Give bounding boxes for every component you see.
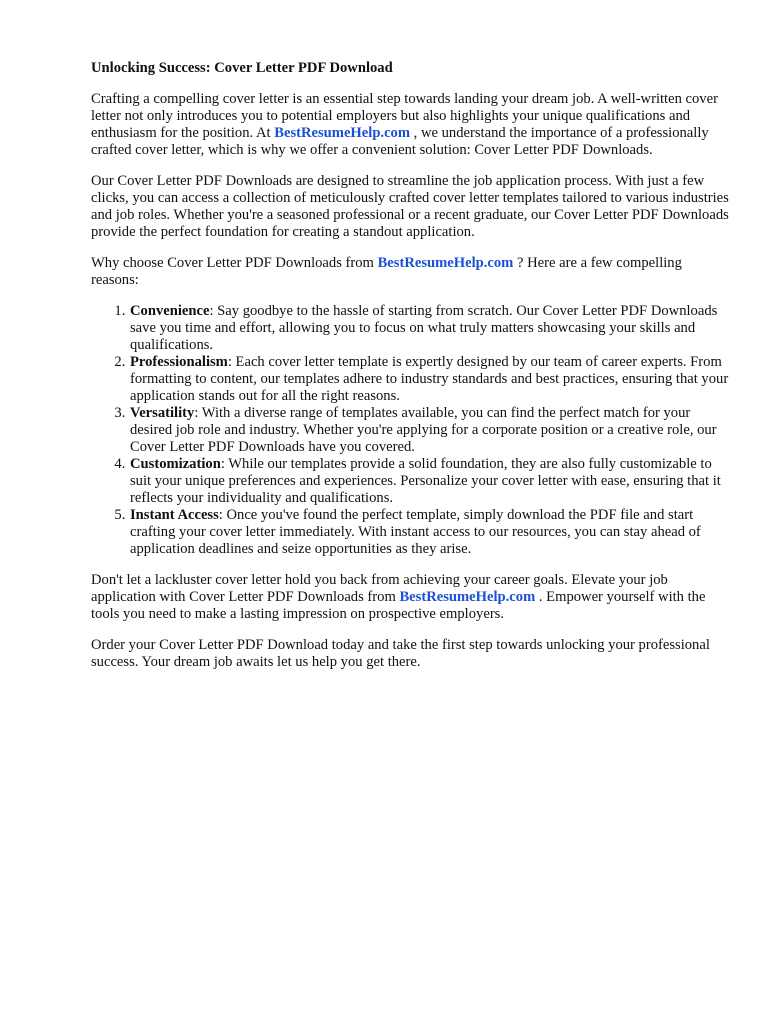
- reason-term: Instant Access: [130, 507, 219, 523]
- reason-text: : With a diverse range of templates available, you can find the perfect match for your desired job role and industry. Whether you're applying for a corporate position or a creative role, our Cover Letter PDF Downloads have you covered.: [130, 405, 717, 455]
- second-paragraph: Our Cover Letter PDF Downloads are designed to streamline the job application process. With just a few clicks, you can access a collection of meticulously crafted cover letter templates tailored to various industries and job roles. Whether you're a seasoned professional or a recent graduate, our Cover Letter PDF Downloads provide the perfect foundation for creating a standout application.: [91, 173, 729, 240]
- reason-term: Customization: [130, 456, 221, 472]
- why-paragraph: [91, 255, 731, 289]
- intro-text-after-link: , we understand the importance of a professionally crafted cover letter, which is why we offer a convenient solution: Cover Letter PDF Downloads.: [91, 125, 709, 158]
- reasons-list: [91, 303, 731, 558]
- list-item: [129, 507, 731, 558]
- closing-paragraph: [91, 572, 731, 623]
- closing-text-before-link: Don't let a lackluster cover letter hold you back from achieving your career goals. Elevate your job application with Cover Letter PDF Downloads from: [91, 572, 668, 605]
- final-paragraph: Order your Cover Letter PDF Download today and take the first step towards unlocking your professional success. Your dream job awaits let us help you get there.: [91, 637, 710, 670]
- intro-paragraph: [91, 91, 731, 159]
- list-item: [129, 405, 731, 456]
- bestresumehelp-link[interactable]: BestResumeHelp.com: [274, 125, 411, 141]
- document-title: Unlocking Success: Cover Letter PDF Download: [91, 60, 393, 76]
- document-page: [91, 60, 731, 685]
- reason-text: : Once you've found the perfect template, simply download the PDF file and start crafting your cover letter immediately. With instant access to our resources, you can stay ahead of application deadlines and seize opportunities as they arise.: [130, 507, 701, 557]
- reason-text: : While our templates provide a solid foundation, they are also fully customizable to suit your unique preferences and experiences. Personalize your cover letter with ease, ensuring that it reflects your individuality and qualifications.: [130, 456, 721, 506]
- reason-text: : Each cover letter template is expertly designed by our team of career experts. From formatting to content, our templates adhere to industry standards and best practices, ensuring that your application stands out for all the right reasons.: [130, 354, 729, 404]
- intro-text-before-link: Crafting a compelling cover letter is an essential step towards landing your dream job. A well-written cover letter not only introduces you to potential employers but also highlights your unique qualifications and enthusiasm for the position. At: [91, 91, 718, 141]
- reason-text: : Say goodbye to the hassle of starting from scratch. Our Cover Letter PDF Downloads save you time and effort, allowing you to focus on what truly matters showcasing your skills and qualifications.: [130, 303, 718, 353]
- why-text-after-link: ? Here are a few compelling reasons:: [91, 255, 682, 288]
- reason-term: Professionalism: [130, 354, 228, 370]
- list-item: [129, 456, 731, 507]
- list-item: [129, 303, 731, 354]
- reason-term: Versatility: [130, 405, 195, 421]
- reason-term: Convenience: [130, 303, 210, 319]
- list-item: [129, 354, 731, 405]
- bestresumehelp-link[interactable]: BestResumeHelp.com: [377, 255, 514, 271]
- bestresumehelp-link[interactable]: BestResumeHelp.com: [399, 589, 536, 605]
- closing-text-after-link: . Empower yourself with the tools you need to make a lasting impression on prospective employers.: [91, 589, 706, 622]
- why-text-before-link: Why choose Cover Letter PDF Downloads from: [91, 255, 378, 271]
